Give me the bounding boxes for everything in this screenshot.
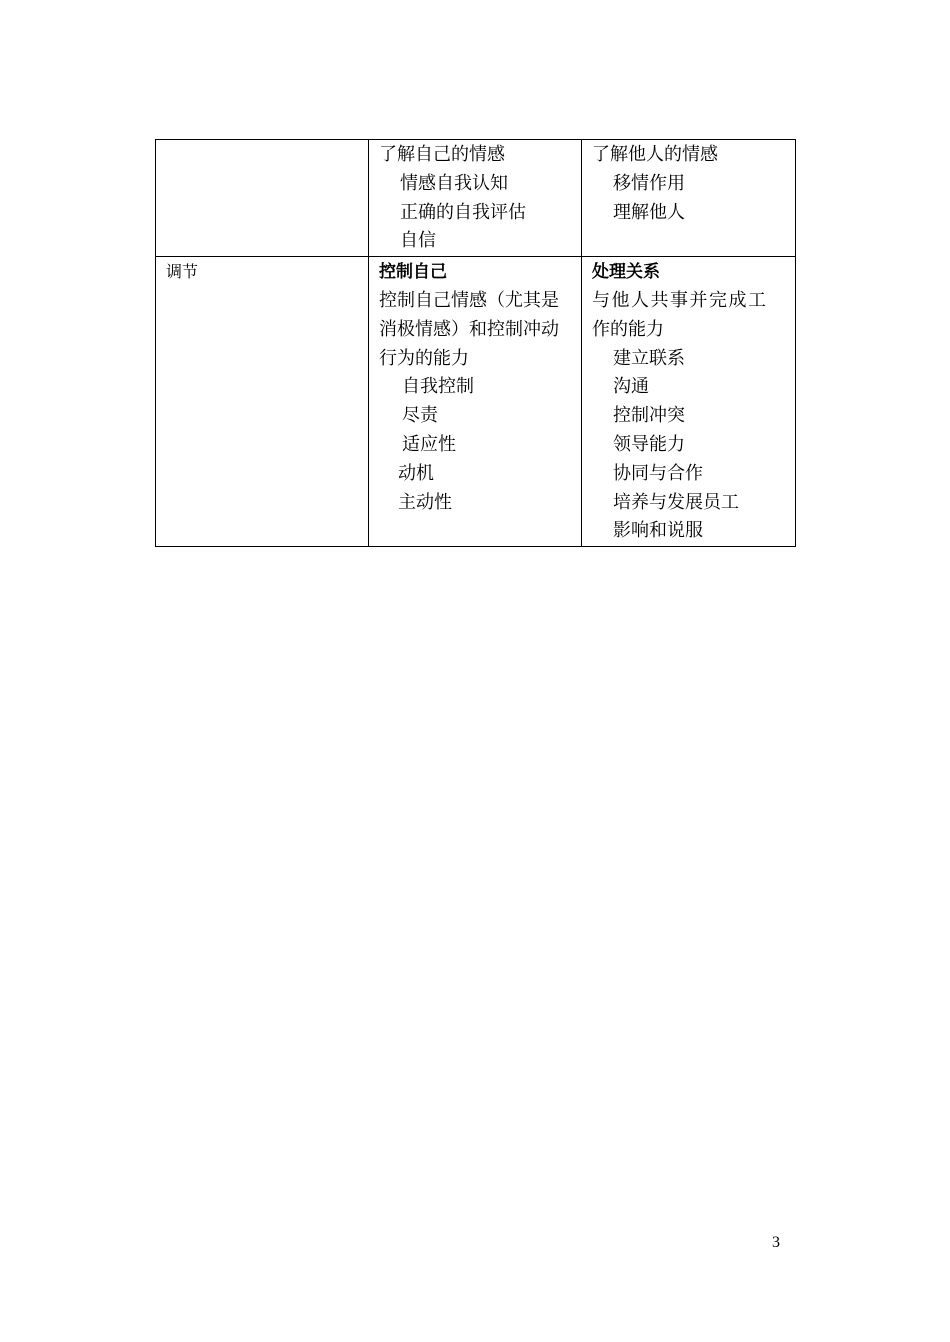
cell-heading: 了解自己的情感: [379, 144, 505, 165]
list-item: 正确的自我评估: [400, 201, 526, 223]
description-line: 消极情感）和控制冲动: [379, 318, 559, 340]
list-item: 尽责: [402, 405, 438, 427]
cell-heading: 了解他人的情感: [592, 144, 718, 165]
list-item: 移情作用: [613, 172, 685, 194]
competency-table: [155, 139, 796, 547]
list-item: 培养与发展员工: [613, 491, 739, 513]
description-line: 作的能力: [592, 318, 664, 340]
self-awareness-cell: [369, 140, 582, 257]
row1-label-cell: [156, 140, 369, 257]
table-row: [156, 257, 796, 547]
list-item: 自我控制: [402, 376, 474, 398]
list-item: 领导能力: [613, 433, 685, 455]
list-item: 情感自我认知: [400, 172, 508, 194]
list-item: 自信: [400, 230, 436, 252]
page-number: 3: [772, 1234, 780, 1251]
list-item: 适应性: [402, 433, 456, 455]
description-line: 行为的能力: [379, 347, 469, 369]
list-item: 影响和说服: [613, 520, 703, 542]
list-item: 建立联系: [613, 347, 685, 369]
description-line: 控制自己情感（尤其是: [379, 289, 559, 311]
row2-label-cell: [156, 257, 369, 547]
cell-heading: 处理关系: [592, 262, 660, 283]
cell-heading: 控制自己: [379, 262, 447, 283]
self-management-cell: [369, 257, 582, 547]
list-item: 控制冲突: [613, 405, 685, 427]
row-label: 调节: [166, 262, 199, 282]
description-line: 与他人共事并完成工: [592, 289, 768, 311]
list-item: 动机: [398, 462, 434, 484]
list-item: 协同与合作: [613, 462, 703, 484]
table-row: [156, 140, 796, 257]
list-item: 沟通: [613, 376, 649, 398]
relationship-management-cell: [582, 257, 796, 547]
list-item: 主动性: [398, 491, 452, 513]
social-awareness-cell: [582, 140, 796, 257]
list-item: 理解他人: [613, 201, 685, 223]
